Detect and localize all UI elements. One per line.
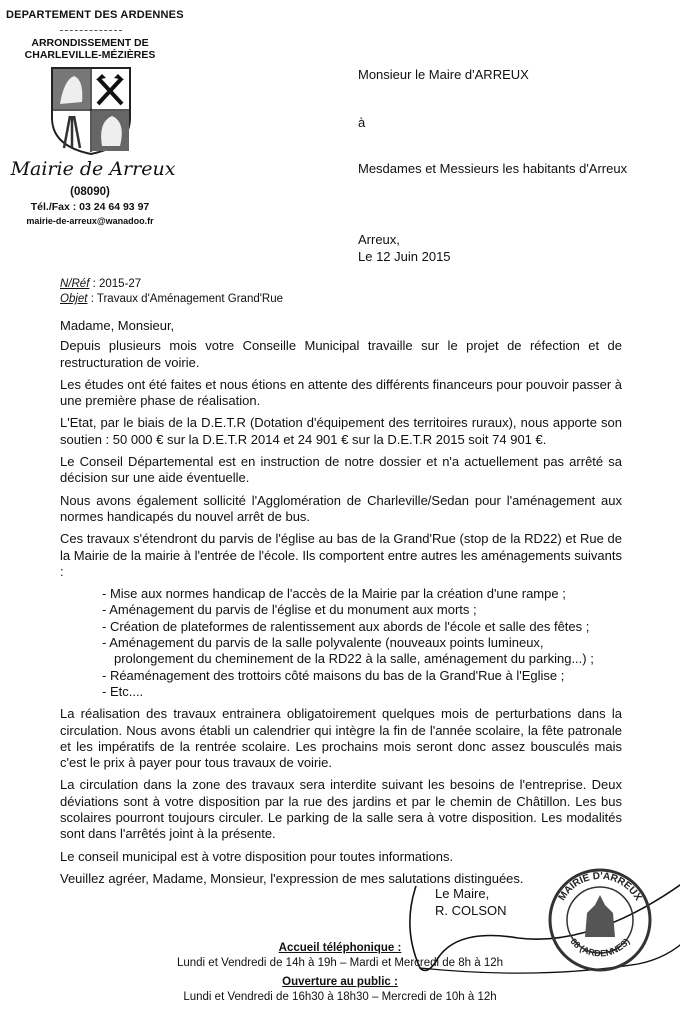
department-name: DEPARTEMENT DES ARDENNES — [6, 9, 184, 21]
date: Le 12 Juin 2015 — [358, 249, 451, 264]
list-item: - Etc.... — [102, 683, 144, 699]
paragraph: La circulation dans la zone des travaux sera interdite suivant les besoins de l'entreprise. Deux déviations sont à votre disposition par la rue des jardins et par le chemin de Châtillon. Les bus scolaires pourront toujours circuler. Le parking de la salle sera à votre disposition. Les modalités sont dans l'arrêtés joint à la présente. — [60, 777, 622, 842]
stamp-bottom-text: 08 (ARDENNES) — [568, 936, 632, 959]
list-item: - Aménagement du parvis de l'église et du monument aux morts ; — [102, 602, 477, 618]
ref-label: N/Réf — [60, 278, 90, 290]
arrondissement — [20, 37, 160, 61]
place: Arreux, — [358, 232, 400, 247]
signatory-title: Le Maire, — [435, 886, 490, 901]
reference-line — [60, 277, 283, 292]
paragraph: L'Etat, par le biais de la D.E.T.R (Dotation d'équipement des territoires ruraux), nous apporte son soutien : 50 000 € sur la D.E.T.R 2014 et 24 901 € sur la D.E.T.R 2015 soit 74 901 €. — [60, 415, 622, 447]
paragraph: Ces travaux s'étendront du parvis de l'église au bas de la Grand'Rue (stop de la RD22) et Rue de la Mairie de la mairie à l'entrée de l'école. Ils comportent entre autres les aménagements suivants : — [60, 531, 622, 579]
list-item: - Aménagement du parvis de la salle polyvalente (nouveaux points lumineux, — [102, 635, 544, 651]
coat-of-arms-icon — [50, 66, 132, 156]
list-item: - Création de plateformes de ralentissement aux abords de l'école et salle des fêtes ; — [102, 618, 590, 634]
obj-value: : Travaux d'Aménagement Grand'Rue — [87, 293, 284, 305]
object-line — [60, 292, 283, 307]
public-heading: Ouverture au public : — [282, 976, 398, 988]
paragraph: Les études ont été faites et nous étions en attente des différents financeurs pour pouvoir passer à une première phase de réalisation. — [60, 376, 623, 409]
postal-code: (08090) — [70, 186, 110, 198]
reference-block — [60, 277, 283, 307]
paragraph: Nous avons également sollicité l'Agglomération de Charleville/Sedan pour l'aménagement aux normes handicapés du nouvel arrêt de bus. — [60, 492, 622, 524]
mairie-name: Mairie de Arreux — [10, 158, 176, 180]
greeting: Madame, Monsieur, — [60, 318, 175, 333]
phone-hours: Lundi et Vendredi de 14h à 19h – Mardi et Mercredi de 8h à 12h — [176, 957, 504, 969]
header-divider — [60, 30, 122, 31]
obj-label: Objet — [60, 293, 88, 305]
phone-heading: Accueil téléphonique : — [278, 942, 402, 954]
list-item: - Mise aux normes handicap de l'accès de la Mairie par la création d'une rampe ; — [102, 586, 566, 602]
sender: Monsieur le Maire d'ARREUX — [358, 67, 529, 82]
signatory-name: R. COLSON — [435, 903, 507, 918]
paragraph: La réalisation des travaux entrainera obligatoirement quelques mois de perturbations dans la circulation. Nous avons établi un calendrier qui intègre la fin de l'année scolaire, la fête patronale et les impératifs de la rentrée scolaire. Les prochains mois seront donc assez bousculés mais c'est le prix à payer pour tous travaux de voirie. — [60, 706, 622, 771]
stamp-top-text: MAIRIE D'ARREUX — [556, 870, 644, 903]
recipient: Mesdames et Messieurs les habitants d'Arreux — [358, 161, 628, 176]
place-date — [358, 231, 451, 265]
arrondissement-line2: CHARLEVILLE-MÉZIÈRES — [24, 49, 156, 61]
paragraph: Veuillez agréer, Madame, Monsieur, l'expression de mes salutations distinguées. — [60, 870, 524, 886]
paragraph: Le Conseil Départemental est en instruction de notre dossier et n'a actuellement pas arrêté sa décision sur une aide éventuelle. — [60, 454, 622, 486]
arrondissement-line1: ARRONDISSEMENT DE — [31, 37, 149, 49]
list-item: prolongement du cheminement de la RD22 à la salle, aménagement du parking...) ; — [114, 651, 594, 667]
preposition-a: à — [358, 115, 366, 130]
works-list — [60, 586, 622, 700]
paragraph: Depuis plusieurs mois votre Conseille Municipal travaille sur le projet de réfection et de restructuration de voirie. — [60, 338, 622, 370]
signature-block — [435, 885, 507, 919]
paragraph: Le conseil municipal est à votre disposition pour toutes informations. — [60, 848, 454, 864]
tel-fax: Tél./Fax : 03 24 64 93 97 — [30, 201, 150, 213]
letter-body — [60, 318, 622, 893]
public-hours: Lundi et Vendredi de 16h30 à 18h30 – Mercredi de 10h à 12h — [183, 991, 497, 1003]
email-address[interactable]: mairie-de-arreux@wanadoo.fr — [26, 216, 154, 226]
ref-value: : 2015-27 — [89, 278, 142, 290]
list-item: - Réaménagement des trottoirs côté maisons du bas de la Grand'Rue à l'Eglise ; — [102, 667, 565, 683]
